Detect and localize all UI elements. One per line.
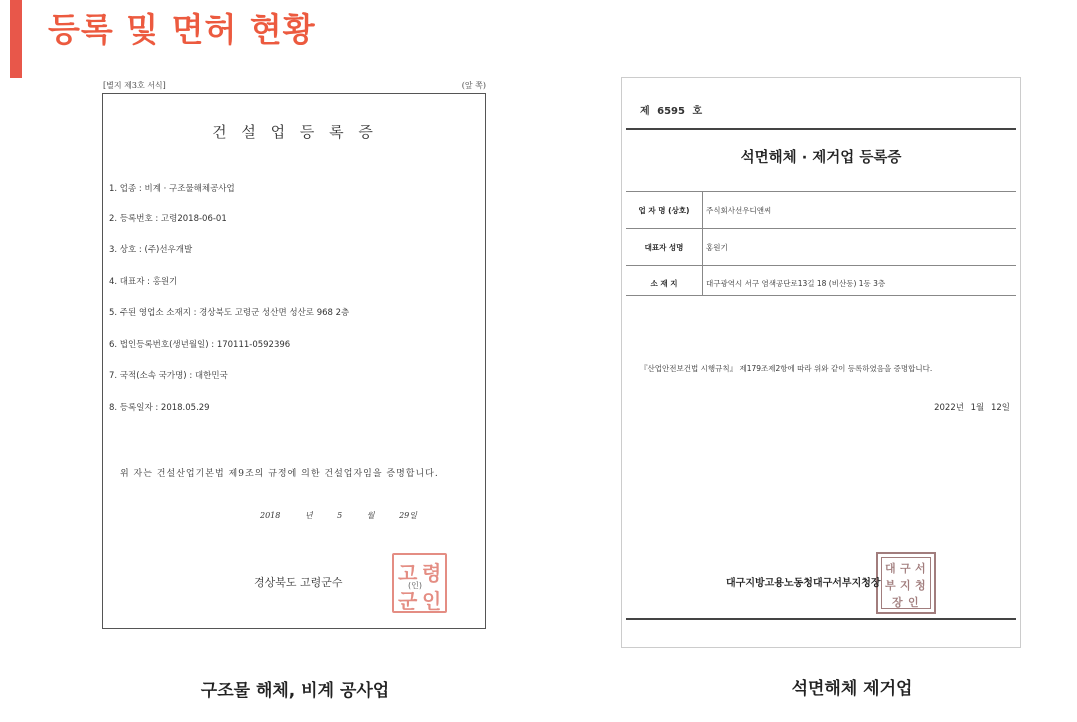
row-value-representative: 홍원기 [706, 243, 728, 252]
handwritten-date: 2018 년 5 월 29일 [260, 511, 417, 520]
field-registration-date: 8. 등록일자 : 2018.05.29 [109, 403, 210, 413]
certificate-statement: 위 자는 건설산업기본법 제9조의 규정에 의한 건설업자임을 증명합니다. [120, 469, 439, 479]
certificate-title: 석면해체 · 제거업 등록증 [740, 150, 902, 166]
table-column-divider [702, 191, 703, 296]
field-company-name: 3. 상호 : (주)선우개발 [109, 245, 193, 255]
asbestos-removal-certificate [621, 77, 1021, 648]
section-accent-bar [10, 0, 22, 78]
row-key-representative: 대표자 성명 [644, 243, 684, 252]
field-office-address: 5. 주된 영업소 소재지 : 경상북도 고령군 성산면 성산로 968 2층 [109, 308, 350, 318]
issuer-name: 경상북도 고령군수 [254, 576, 343, 589]
caption-left: 구조물 해체, 비계 공사업 [200, 681, 390, 701]
divider [626, 128, 1016, 130]
certificate-title: 건 설 업 등 록 증 [212, 123, 378, 141]
row-value-company: 주식회사선우디앤씨 [706, 206, 772, 215]
row-key-address: 소 재 지 [650, 279, 678, 288]
construction-registration-certificate [100, 78, 490, 634]
issue-date: 2022년 1월 12일 [934, 403, 1010, 413]
form-side-label: (앞 쪽) [461, 81, 486, 90]
field-corporate-number: 6. 법인등록번호(생년월일) : 170111-0592396 [109, 340, 291, 350]
certificate-frame [102, 93, 486, 629]
table-border [626, 191, 1016, 192]
seal-mark: (인) [408, 581, 422, 590]
official-seal-icon: 고 령 군 인 (인) [392, 553, 447, 613]
official-seal-icon: 대 구 서 부 지 청 장 인 [876, 552, 936, 614]
field-registration-number: 2. 등록번호 : 고령2018-06-01 [109, 214, 227, 224]
divider [626, 618, 1016, 620]
page-title: 등록 및 면허 현황 [48, 10, 316, 49]
field-business-type: 1. 업종 : 비계 · 구조물해체공사업 [109, 184, 235, 194]
table-border [626, 265, 1016, 266]
caption-right: 석면해체 제거업 [791, 679, 913, 699]
field-nationality: 7. 국적(소속 국가명) : 대한민국 [109, 371, 228, 381]
row-key-company: 업 자 명 (상호) [638, 206, 690, 215]
form-number: [별지 제3호 서식] [103, 81, 166, 90]
table-border [626, 228, 1016, 229]
field-representative: 4. 대표자 : 홍원기 [109, 277, 178, 287]
row-value-address: 대구광역시 서구 염색공단로13길 18 (비산동) 1동 3층 [706, 279, 886, 288]
certificate-number: 제 6595 호 [640, 106, 703, 117]
issuer-name: 대구지방고용노동청대구서부지청장 [726, 578, 881, 589]
table-border [626, 295, 1016, 296]
certificate-statement: 『산업안전보건법 시행규칙』 제179조제2항에 따라 위와 같이 등록하였음을 증명합니다. [640, 364, 933, 373]
